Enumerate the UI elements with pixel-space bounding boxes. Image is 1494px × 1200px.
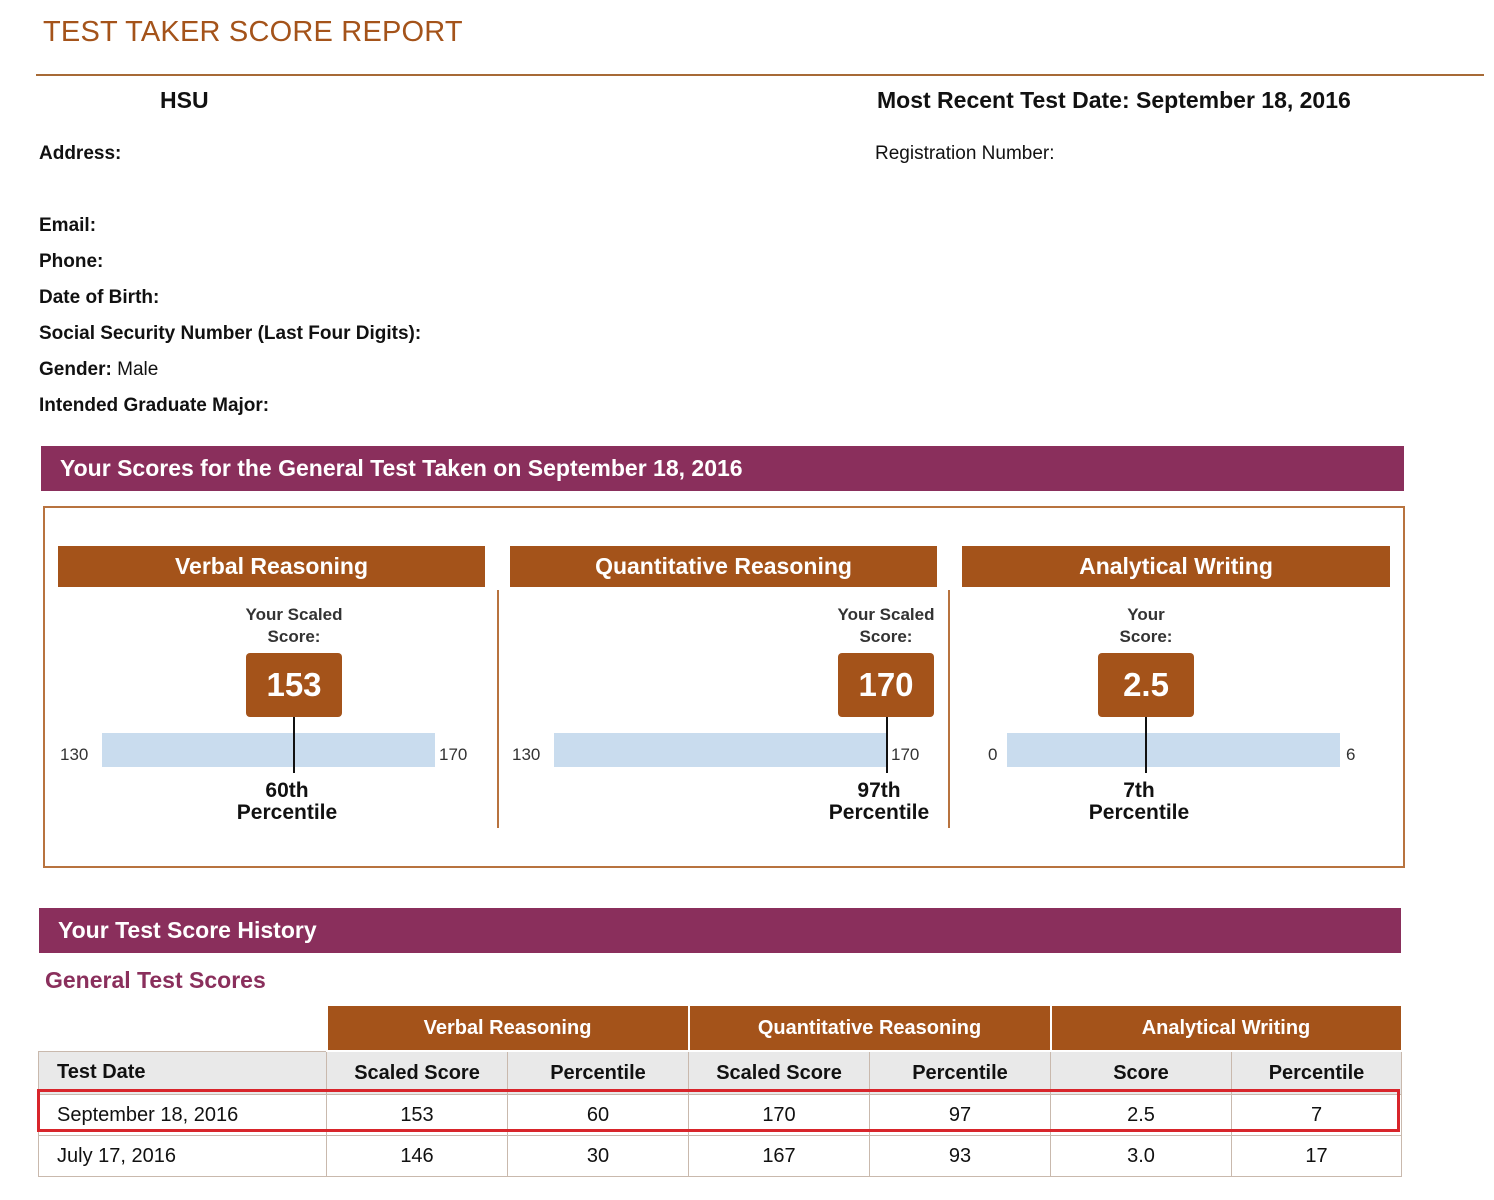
table-cell: 97 (870, 1095, 1051, 1136)
verbal-score-tick (293, 717, 295, 773)
ssn-label: Social Security Number (Last Four Digits): (39, 323, 422, 344)
table-cell: 30 (508, 1136, 689, 1177)
pane-separator (497, 590, 499, 828)
percentile-number: 97th (857, 779, 901, 802)
writing-score-track (1007, 733, 1340, 767)
percentile-number: 60th (265, 779, 309, 802)
table-cell: 3.0 (1051, 1136, 1232, 1177)
column-header: Percentile (508, 1051, 689, 1095)
registration-number-label: Registration Number: (875, 143, 1055, 164)
most-recent-test-date (877, 87, 1351, 114)
percentile-word: Percentile (236, 801, 338, 824)
verbal-score-track (102, 733, 435, 767)
quant-pane-header: Quantitative Reasoning (510, 546, 937, 587)
table-cell: July 17, 2016 (39, 1136, 327, 1177)
score-label-line: Your Scaled (245, 605, 343, 624)
quant-percentile (799, 780, 959, 824)
table-row (39, 1136, 1402, 1177)
writing-scale-min: 0 (988, 745, 998, 764)
column-header: Percentile (1232, 1051, 1402, 1095)
intended-major-label: Intended Graduate Major: (39, 395, 270, 416)
percentile-number: 7th (1123, 779, 1155, 802)
gender-label: Gender: (39, 359, 112, 380)
table-cell: 146 (327, 1136, 508, 1177)
table-corner (39, 1005, 327, 1051)
column-header: Test Date (39, 1051, 327, 1095)
table-cell: 167 (689, 1136, 870, 1177)
group-header-writing: Analytical Writing (1051, 1005, 1402, 1051)
verbal-pane-header: Verbal Reasoning (58, 546, 485, 587)
general-test-scores-heading: General Test Scores (45, 967, 266, 993)
history-section-heading: Your Test Score History (39, 908, 1401, 953)
email-label: Email: (39, 215, 97, 236)
table-cell: 2.5 (1051, 1095, 1232, 1136)
writing-pane-header: Analytical Writing (962, 546, 1390, 587)
quant-scale-min: 130 (512, 745, 541, 764)
score-label-line: Score: (859, 627, 913, 646)
group-header-verbal: Verbal Reasoning (327, 1005, 689, 1051)
table-cell: 7 (1232, 1095, 1402, 1136)
dob-label: Date of Birth: (39, 287, 160, 308)
gender (39, 359, 158, 381)
quant-score-label (806, 604, 966, 648)
verbal-score-label (214, 604, 374, 648)
writing-score-label (1066, 604, 1226, 648)
percentile-word: Percentile (1088, 801, 1190, 824)
quant-score-track (554, 733, 887, 767)
verbal-score-box: 153 (246, 653, 342, 717)
writing-score-box: 2.5 (1098, 653, 1194, 717)
column-header: Scaled Score (327, 1051, 508, 1095)
writing-percentile (1059, 780, 1219, 824)
verbal-scale-max: 170 (439, 745, 468, 764)
title-divider (36, 74, 1484, 76)
scores-section-heading: Your Scores for the General Test Taken on September 18, 2016 (41, 446, 1404, 491)
percentile-word: Percentile (828, 801, 930, 824)
phone-label: Phone: (39, 251, 104, 272)
org-name: HSU (160, 87, 209, 113)
recent-date-value: September 18, 2016 (1136, 87, 1351, 113)
score-label-line: Your Scaled (837, 605, 935, 624)
table-cell: September 18, 2016 (39, 1095, 327, 1136)
score-label-line: Your (1127, 605, 1165, 624)
column-header: Percentile (870, 1051, 1051, 1095)
table-cell: 93 (870, 1136, 1051, 1177)
quant-scale-max: 170 (891, 745, 920, 764)
recent-date-label: Most Recent Test Date: (877, 87, 1130, 113)
column-header: Scaled Score (689, 1051, 870, 1095)
table-cell: 170 (689, 1095, 870, 1136)
group-header-quant: Quantitative Reasoning (689, 1005, 1051, 1051)
column-header: Score (1051, 1051, 1232, 1095)
verbal-scale-min: 130 (60, 745, 89, 764)
address-label: Address: (39, 143, 122, 164)
score-label-line: Score: (1119, 627, 1173, 646)
score-label-line: Score: (267, 627, 321, 646)
quant-score-box: 170 (838, 653, 934, 717)
report-title: TEST TAKER SCORE REPORT (43, 16, 463, 48)
latest-row-highlight (37, 1089, 1400, 1132)
gender-value: Male (117, 359, 159, 380)
table-cell: 153 (327, 1095, 508, 1136)
table-cell: 17 (1232, 1136, 1402, 1177)
writing-scale-max: 6 (1346, 745, 1356, 764)
quant-score-tick (886, 717, 888, 773)
table-cell: 60 (508, 1095, 689, 1136)
writing-score-tick (1145, 717, 1147, 773)
verbal-percentile (207, 780, 367, 824)
